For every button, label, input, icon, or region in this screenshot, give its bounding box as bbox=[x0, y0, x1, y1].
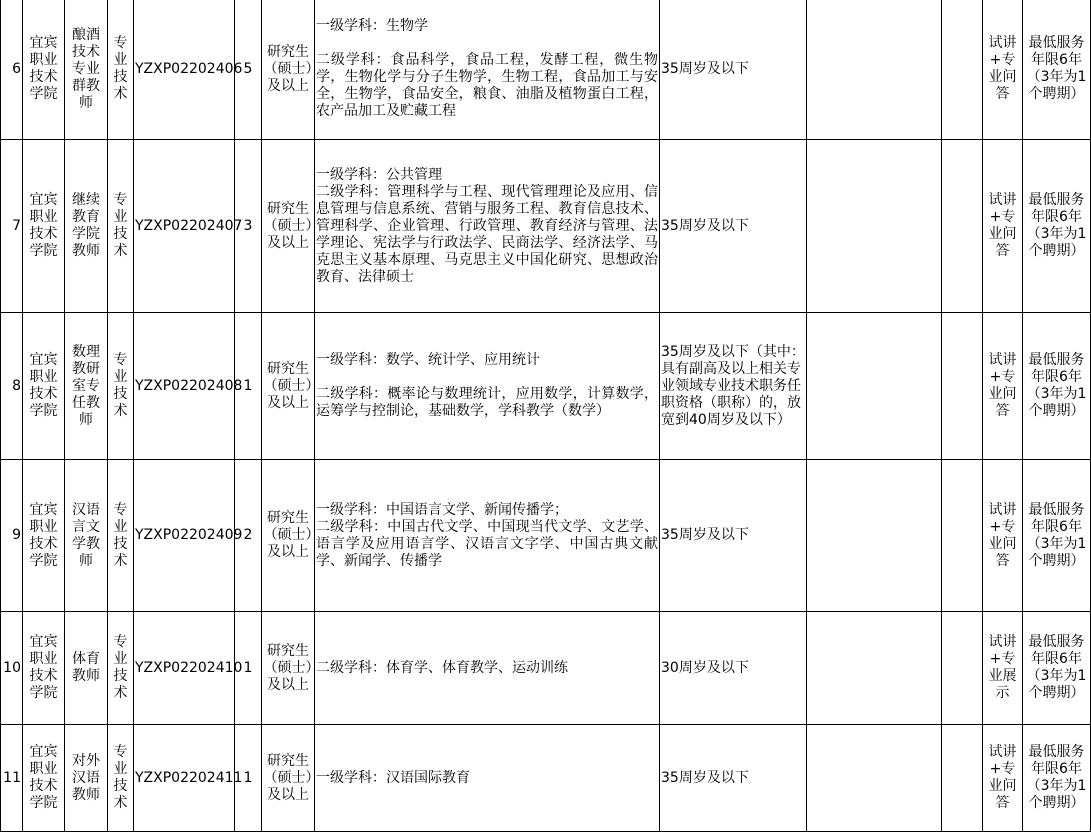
remarks-empty-cell bbox=[942, 612, 983, 725]
row-index: 9 bbox=[1, 460, 23, 612]
unit-cell: 宜宾职业技术学院 bbox=[23, 460, 65, 612]
exam-method-cell: 试讲+专业问答 bbox=[983, 313, 1023, 460]
major-cell bbox=[315, 725, 660, 832]
post-type-cell: 专业技术 bbox=[108, 0, 134, 140]
exam-method-cell: 试讲+专业展示 bbox=[983, 612, 1023, 725]
headcount-cell: 2 bbox=[235, 460, 262, 612]
headcount-cell: 1 bbox=[235, 313, 262, 460]
table-row bbox=[1, 140, 1091, 313]
other-requirement-cell bbox=[807, 0, 942, 140]
major-level1: 一级学科：中国语言文学、新闻传播学； bbox=[316, 501, 568, 518]
major-cell bbox=[315, 140, 660, 313]
major-cell bbox=[315, 612, 660, 725]
other-requirement-cell bbox=[807, 313, 942, 460]
row-index: 8 bbox=[1, 313, 23, 460]
age-cell: 35周岁及以下 bbox=[660, 140, 807, 313]
note-cell: 最低服务年限6年（3年为1个聘期） bbox=[1023, 460, 1091, 612]
exam-method-cell: 试讲+专业问答 bbox=[983, 140, 1023, 313]
post-type-cell: 专业技术 bbox=[108, 460, 134, 612]
table-row bbox=[1, 612, 1091, 725]
unit-cell: 宜宾职业技术学院 bbox=[23, 313, 65, 460]
major-cell bbox=[315, 0, 660, 140]
major-cell bbox=[315, 460, 660, 612]
headcount-cell: 3 bbox=[235, 140, 262, 313]
other-requirement-cell bbox=[807, 140, 942, 313]
major-cell bbox=[315, 313, 660, 460]
row-index: 6 bbox=[1, 0, 23, 140]
post-cell: 数理教研室专任教师 bbox=[65, 313, 108, 460]
post-type-cell: 专业技术 bbox=[108, 140, 134, 313]
remarks-empty-cell bbox=[942, 725, 983, 832]
post-cell: 汉语言文学教师 bbox=[65, 460, 108, 612]
table-row bbox=[1, 0, 1091, 140]
education-cell: 研究生（硕士）及以上 bbox=[262, 612, 315, 725]
unit-cell: 宜宾职业技术学院 bbox=[23, 725, 65, 832]
post-code-cell: YZXP02202408 bbox=[134, 313, 235, 460]
exam-method-cell: 试讲+专业问答 bbox=[983, 460, 1023, 612]
major-level2: 二级学科：中国古代文学、中国现当代文学、文艺学、语言学及应用语言学、汉语言文字学、中国古典文献学、新闻学、传播学 bbox=[316, 518, 658, 569]
other-requirement-cell bbox=[807, 612, 942, 725]
note-cell: 最低服务年限6年（3年为1个聘期） bbox=[1023, 313, 1091, 460]
other-requirement-cell bbox=[807, 725, 942, 832]
row-index: 7 bbox=[1, 140, 23, 313]
unit-cell: 宜宾职业技术学院 bbox=[23, 612, 65, 725]
major-level2: 二级学科：概率论与数理统计，应用数学，计算数学，运筹学与控制论，基础数学，学科教学（数学） bbox=[316, 386, 658, 419]
remarks-empty-cell bbox=[942, 460, 983, 612]
age-cell: 35周岁及以下 bbox=[660, 460, 807, 612]
age-cell: 35周岁及以下 bbox=[660, 0, 807, 140]
major-level2: 二级学科：管理科学与工程、现代管理理论及应用、信息管理与信息系统、营销与服务工程、教育信息技术、管理科学、企业管理、行政管理、教育经济与管理、法学理论、宪法学与行政法学、民商法学、经济法学、马克思主义基本原理、马克思主义中国化研究、思想政治教育、法律硕士 bbox=[316, 183, 658, 285]
post-code-cell: YZXP02202409 bbox=[134, 460, 235, 612]
unit-cell: 宜宾职业技术学院 bbox=[23, 140, 65, 313]
unit-cell: 宜宾职业技术学院 bbox=[23, 0, 65, 140]
headcount-cell: 1 bbox=[235, 725, 262, 832]
major-level2: 二级学科：食品科学，食品工程，发酵工程，微生物学，生物化学与分子生物学，生物工程，食品加工与安全，生物学，食品安全，粮食、油脂及植物蛋白工程，农产品加工及贮藏工程 bbox=[316, 52, 658, 119]
education-cell: 研究生（硕士）及以上 bbox=[262, 140, 315, 313]
post-cell: 对外汉语教师 bbox=[65, 725, 108, 832]
table-row bbox=[1, 725, 1091, 832]
post-type-cell: 专业技术 bbox=[108, 725, 134, 832]
note-cell: 最低服务年限6年（3年为1个聘期） bbox=[1023, 0, 1091, 140]
exam-method-cell: 试讲+专业问答 bbox=[983, 725, 1023, 832]
age-cell: 30周岁及以下 bbox=[660, 612, 807, 725]
post-code-cell: YZXP02202406 bbox=[134, 0, 235, 140]
education-cell: 研究生（硕士）及以上 bbox=[262, 725, 315, 832]
post-cell: 酿酒技术专业群教师 bbox=[65, 0, 108, 140]
education-cell: 研究生（硕士）及以上 bbox=[262, 0, 315, 140]
post-cell: 继续教育学院教师 bbox=[65, 140, 108, 313]
other-requirement-cell bbox=[807, 460, 942, 612]
major-level1: 一级学科：汉语国际教育 bbox=[316, 769, 470, 786]
row-index: 10 bbox=[1, 612, 23, 725]
education-cell: 研究生（硕士）及以上 bbox=[262, 460, 315, 612]
post-type-cell: 专业技术 bbox=[108, 612, 134, 725]
remarks-empty-cell bbox=[942, 313, 983, 460]
post-cell: 体育教师 bbox=[65, 612, 108, 725]
table-row bbox=[1, 313, 1091, 460]
post-code-cell: YZXP02202411 bbox=[134, 725, 235, 832]
headcount-cell: 5 bbox=[235, 0, 262, 140]
major-level1: 一级学科：数学、统计学、应用统计 bbox=[316, 352, 540, 368]
note-cell: 最低服务年限6年（3年为1个聘期） bbox=[1023, 612, 1091, 725]
table-row bbox=[1, 460, 1091, 612]
age-cell: 35周岁及以下 bbox=[660, 725, 807, 832]
major-level2: 二级学科：体育学、体育教学、运动训练 bbox=[316, 659, 568, 676]
post-type-cell: 专业技术 bbox=[108, 313, 134, 460]
headcount-cell: 1 bbox=[235, 612, 262, 725]
major-level1: 一级学科：生物学 bbox=[316, 18, 428, 34]
education-cell: 研究生（硕士）及以上 bbox=[262, 313, 315, 460]
exam-method-cell: 试讲+专业问答 bbox=[983, 0, 1023, 140]
remarks-empty-cell bbox=[942, 140, 983, 313]
note-cell: 最低服务年限6年（3年为1个聘期） bbox=[1023, 140, 1091, 313]
age-cell: 35周岁及以下（其中：具有副高及以上相关专业领域专业技术职务任职资格（职称）的，放宽到40周岁及以下） bbox=[660, 313, 807, 460]
row-index: 11 bbox=[1, 725, 23, 832]
post-code-cell: YZXP02202407 bbox=[134, 140, 235, 313]
remarks-empty-cell bbox=[942, 0, 983, 140]
post-code-cell: YZXP02202410 bbox=[134, 612, 235, 725]
note-cell: 最低服务年限6年（3年为1个聘期） bbox=[1023, 725, 1091, 832]
major-level1: 一级学科：公共管理 bbox=[316, 166, 442, 183]
